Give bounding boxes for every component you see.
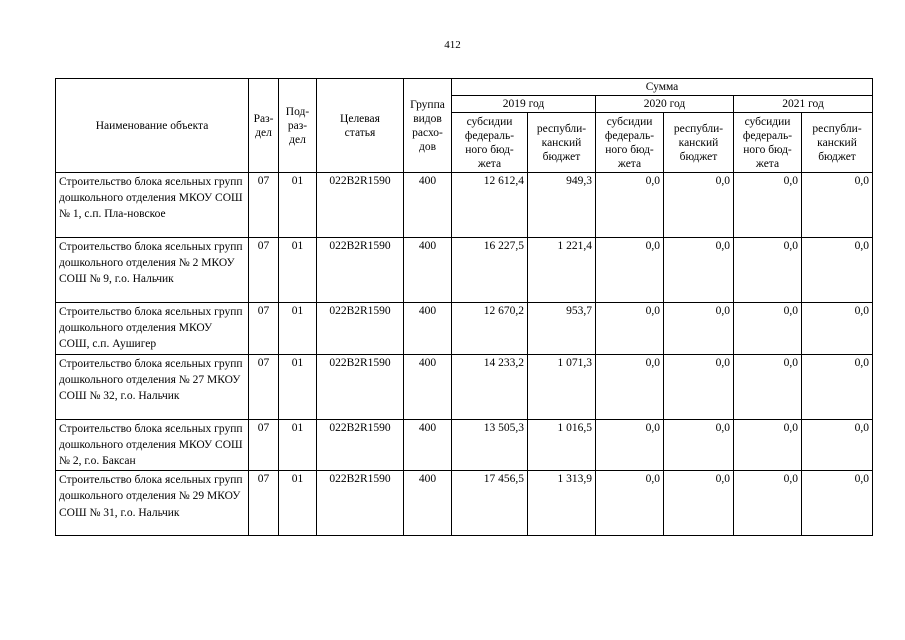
fed-2021-cell: 0,0 xyxy=(734,173,802,238)
header-gruppa xyxy=(404,79,452,173)
budget-table xyxy=(55,78,873,536)
fed-2019-cell: 12 670,2 xyxy=(452,303,528,355)
resp-2020-cell: 0,0 xyxy=(664,471,734,536)
resp-2021-cell: 0,0 xyxy=(802,173,873,238)
tselevaya-cell: 022B2R1590 xyxy=(317,173,404,238)
header-resp-text: республи- канский бюджет xyxy=(812,122,862,163)
resp-2019-cell: 1 016,5 xyxy=(528,419,596,471)
fed-2019-cell: 12 612,4 xyxy=(452,173,528,238)
resp-2021-cell: 0,0 xyxy=(802,303,873,355)
fed-2021-cell: 0,0 xyxy=(734,419,802,471)
object-name: Строительство блока ясельных групп дошкольного отделения МКОУ СОШ № 2, г.о. Баксан xyxy=(56,419,249,471)
podrazdel-cell: 01 xyxy=(279,354,317,419)
object-name: Строительство блока ясельных групп дошкольного отделения МКОУ СОШ № 1, с.п. Пла-новское xyxy=(56,173,249,238)
resp-2019-cell: 949,3 xyxy=(528,173,596,238)
fed-2021-cell: 0,0 xyxy=(734,354,802,419)
fed-2020-cell: 0,0 xyxy=(596,471,664,536)
header-tselevaya xyxy=(317,79,404,173)
podrazdel-cell: 01 xyxy=(279,419,317,471)
header-fed-2019 xyxy=(452,113,528,173)
resp-2019-cell: 1 221,4 xyxy=(528,238,596,303)
fed-2019-cell: 17 456,5 xyxy=(452,471,528,536)
razdel-cell: 07 xyxy=(249,354,279,419)
fed-2021-cell: 0,0 xyxy=(734,238,802,303)
header-fed-2021 xyxy=(734,113,802,173)
header-razdel xyxy=(249,79,279,173)
table-row xyxy=(56,419,873,471)
fed-2020-cell: 0,0 xyxy=(596,354,664,419)
header-resp-text: республи- канский бюджет xyxy=(673,122,724,163)
table-row xyxy=(56,238,873,303)
header-fed-text: субсидии федераль- ного бюд- жета xyxy=(464,115,515,170)
header-podrazdel xyxy=(279,79,317,173)
gruppa-cell: 400 xyxy=(404,238,452,303)
fed-2021-cell: 0,0 xyxy=(734,471,802,536)
fed-2020-cell: 0,0 xyxy=(596,173,664,238)
gruppa-cell: 400 xyxy=(404,419,452,471)
resp-2019-cell: 1 071,3 xyxy=(528,354,596,419)
table-row xyxy=(56,471,873,536)
fed-2019-cell: 16 227,5 xyxy=(452,238,528,303)
resp-2020-cell: 0,0 xyxy=(664,303,734,355)
razdel-cell: 07 xyxy=(249,303,279,355)
header-year-2021: 2021 год xyxy=(734,96,873,113)
object-name: Строительство блока ясельных групп дошкольного отделения № 2 МКОУ СОШ № 9, г.о. Нальчик xyxy=(56,238,249,303)
gruppa-cell: 400 xyxy=(404,303,452,355)
tselevaya-cell: 022B2R1590 xyxy=(317,419,404,471)
object-name: Строительство блока ясельных групп дошкольного отделения № 27 МКОУ СОШ № 32, г.о. Нальчик xyxy=(56,354,249,419)
page-number: 412 xyxy=(444,39,461,51)
header-fed-text: субсидии федераль- ного бюд- жета xyxy=(742,115,793,170)
resp-2019-cell: 1 313,9 xyxy=(528,471,596,536)
resp-2020-cell: 0,0 xyxy=(664,238,734,303)
header-year-2019: 2019 год xyxy=(452,96,596,113)
podrazdel-cell: 01 xyxy=(279,303,317,355)
razdel-cell: 07 xyxy=(249,238,279,303)
fed-2020-cell: 0,0 xyxy=(596,303,664,355)
resp-2019-cell: 953,7 xyxy=(528,303,596,355)
gruppa-cell: 400 xyxy=(404,471,452,536)
header-fed-2020 xyxy=(596,113,664,173)
object-name: Строительство блока ясельных групп дошкольного отделения МКОУ СОШ, с.п. Аушигер xyxy=(56,303,249,355)
header-name: Наименование объекта xyxy=(56,79,249,173)
header-resp-2019 xyxy=(528,113,596,173)
header-resp-text: республи- канский бюджет xyxy=(536,122,587,163)
resp-2021-cell: 0,0 xyxy=(802,419,873,471)
razdel-cell: 07 xyxy=(249,173,279,238)
gruppa-cell: 400 xyxy=(404,354,452,419)
razdel-cell: 07 xyxy=(249,419,279,471)
fed-2019-cell: 13 505,3 xyxy=(452,419,528,471)
podrazdel-cell: 01 xyxy=(279,471,317,536)
header-podrazdel-text: Под- раз- дел xyxy=(285,105,310,146)
header-fed-text: субсидии федераль- ного бюд- жета xyxy=(604,115,655,170)
resp-2020-cell: 0,0 xyxy=(664,173,734,238)
object-name: Строительство блока ясельных групп дошкольного отделения № 29 МКОУ СОШ № 31, г.о. Нальчик xyxy=(56,471,249,536)
gruppa-cell: 400 xyxy=(404,173,452,238)
fed-2020-cell: 0,0 xyxy=(596,238,664,303)
tselevaya-cell: 022B2R1590 xyxy=(317,354,404,419)
resp-2020-cell: 0,0 xyxy=(664,419,734,471)
header-summa: Сумма xyxy=(452,79,873,96)
resp-2021-cell: 0,0 xyxy=(802,238,873,303)
resp-2021-cell: 0,0 xyxy=(802,471,873,536)
table-row xyxy=(56,173,873,238)
header-year-2020: 2020 год xyxy=(596,96,734,113)
podrazdel-cell: 01 xyxy=(279,238,317,303)
header-gruppa-text: Группа видов расхо- дов xyxy=(410,98,445,153)
header-resp-2020 xyxy=(664,113,734,173)
table-row xyxy=(56,354,873,419)
podrazdel-cell: 01 xyxy=(279,173,317,238)
table-row xyxy=(56,303,873,355)
header-tselevaya-text: Целевая статья xyxy=(340,112,380,139)
resp-2021-cell: 0,0 xyxy=(802,354,873,419)
tselevaya-cell: 022B2R1590 xyxy=(317,238,404,303)
razdel-cell: 07 xyxy=(249,471,279,536)
fed-2019-cell: 14 233,2 xyxy=(452,354,528,419)
fed-2021-cell: 0,0 xyxy=(734,303,802,355)
tselevaya-cell: 022B2R1590 xyxy=(317,303,404,355)
fed-2020-cell: 0,0 xyxy=(596,419,664,471)
resp-2020-cell: 0,0 xyxy=(664,354,734,419)
header-resp-2021 xyxy=(802,113,873,173)
header-razdel-text: Раз- дел xyxy=(253,112,274,139)
tselevaya-cell: 022B2R1590 xyxy=(317,471,404,536)
